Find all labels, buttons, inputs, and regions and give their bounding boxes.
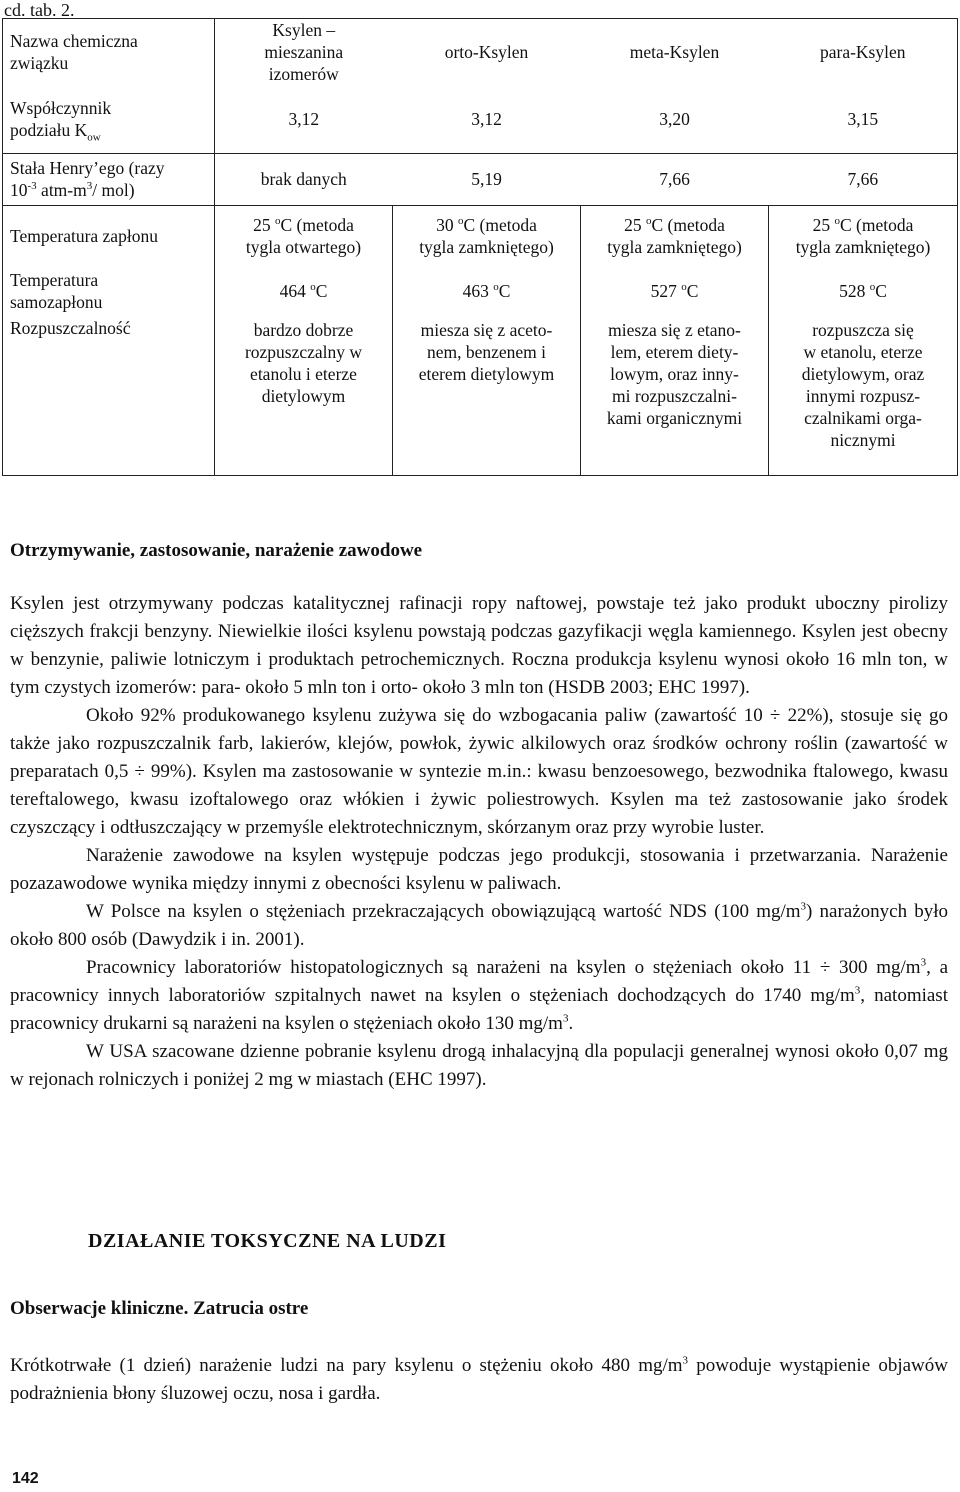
paragraph-production: Ksylen jest otrzymywany podczas katalitycznej rafinacji ropy naftowej, powstaje też jako produkt uboczny pirolizy cięższych frakcji benzyny. Niewielkie ilości ksylenu powstają podczas gazyfikacji węgla kamiennego. Ksylen jest obecny w benzynie, paliwie lotniczym i produktach petrochemicznych. Roczna produkcja ksylenu wynosi około 16 mln ton, w tym czystych izomerów: para- około 5 mln ton i orto- około 3 mln ton (HSDB 2003; EHC 1997). xyxy=(10,593,948,698)
cell-flash-para: 25 $^o$C (metoda tygla zamkniętego) xyxy=(769,205,958,266)
cell-autoign-para: 528 $^o$C xyxy=(769,266,958,315)
cell-solub-para: rozpuszcza się w etanolu, eterze dietylowym, oraz innymi rozpusz- czalnikami orga- nicznymi xyxy=(769,315,958,475)
paragraph-usa: W USA szacowane dzienne pobranie ksylenu drogą inhalacyjną dla populacji generalnej wynosi około 0,07 mg w rejonach rolniczych i poniżej 2 mg w miastach (EHC 1997). xyxy=(10,1041,948,1090)
paragraph-poland: W Polsce na ksylen o stężeniach przekraczających obowiązującą wartość NDS (100 $mg/m^3$) narażonych było około 800 osób (Dawydzik i in. 2001). xyxy=(10,900,948,950)
cell-henry-ortho: 5,19 xyxy=(393,153,581,205)
row-label-solubility: Rozpuszczalność xyxy=(3,315,215,475)
row-label-henry: Stała Henry’ego (razy $10^{-3}$ atm-$m^3/$ mol) xyxy=(3,153,215,205)
table-caption: cd. tab. 2. xyxy=(4,0,75,20)
cell-autoign-mix: 464 $^o$C xyxy=(215,266,393,315)
row-label-kow: Współczynnik podziału $K_{ow}$ xyxy=(3,85,215,153)
row-label-name: Nazwa chemiczna związku xyxy=(3,19,215,86)
paragraph-laboratories: Pracownicy laboratoriów histopatologicznych są narażeni na ksylen o stężeniach około 11 ÷ 300 $mg/m^3$, a pracownicy innych laboratoriów szpitalnych nawet na ksylen o stężeniach dochodzących do 1740 $mg/m^3$, natomiast pracownicy drukarni są narażeni na ksylen o stężeniach około 130 $mg/m^3$. xyxy=(10,956,949,1034)
cell-henry-mix: brak danych xyxy=(215,153,393,205)
cell-henry-meta: 7,66 xyxy=(581,153,769,205)
section-heading-toxicity: DZIAŁANIE TOKSYCZNE NA LUDZI xyxy=(88,1230,447,1252)
table-row-henry xyxy=(3,153,958,205)
cell-kow-para: 3,15 xyxy=(769,85,958,153)
cell-autoign-meta: 527 $^o$C xyxy=(581,266,769,315)
cell-name-meta: meta-Ksylen xyxy=(581,19,769,86)
table-row-autoignition xyxy=(3,266,958,315)
subheading-clinical: Obserwacje kliniczne. Zatrucia ostre xyxy=(10,1298,309,1319)
section-body-toxicity xyxy=(10,1352,948,1408)
cell-henry-para: 7,66 xyxy=(769,153,958,205)
cell-kow-meta: 3,20 xyxy=(659,108,690,129)
table-row-flash xyxy=(3,205,958,266)
cell-name-para: para-Ksylen xyxy=(769,19,958,86)
cell-flash-mix: 25 $^o$C (metoda tygla otwartego) xyxy=(215,205,393,266)
cell-solub-ortho: miesza się z aceto- nem, benzenem i eterem dietylowym xyxy=(393,315,581,475)
row-label-flash: Temperatura zapłonu xyxy=(3,205,215,266)
cell-flash-meta: 25 $^o$C (metoda tygla zamkniętego) xyxy=(581,205,769,266)
section-body-production xyxy=(10,590,948,1094)
page-number: 142 xyxy=(12,1470,39,1487)
paragraph-usage: Około 92% produkowanego ksylenu zużywa się do wzbogacania paliw (zawartość 10 ÷ 22%), stosuje się go także jako rozpuszczalnik farb, lakierów, klejów, powłok, żywic alkilowych oraz środków ochrony roślin (zawartość w preparatach 0,5 ÷ 99%). Ksylen ma zastosowanie w syntezie m.in.: kwasu benzoesowego, bezwodnika ftalowego, kwasu tereftalowego, kwasu izoftalowego oraz włókien i żywic poliestrowych. Ksylen ma też zastosowanie jako środek czyszczący i odtłuszczający w przemyśle elektrotechnicznym, skórzanym oraz przy wyrobie luster. xyxy=(10,705,948,838)
cell-solub-mix: bardzo dobrze rozpuszczalny w etanolu i eterze dietylowym xyxy=(215,315,393,475)
cell-kow-mix: 3,12 xyxy=(288,108,320,129)
xylene-properties-table xyxy=(2,18,958,476)
paragraph-acute-exposure: Krótkotrwałe (1 dzień) narażenie ludzi na pary ksylenu o stężeniu około 480 $mg/m^3$ powoduje wystąpienie objawów podrażnienia błony śluzowej oczu, nosa i gardła. xyxy=(10,1354,948,1404)
cell-flash-ortho: 30 $^o$C (metoda tygla zamkniętego) xyxy=(393,205,581,266)
table-row-solubility xyxy=(3,315,958,475)
cell-name-mix: Ksylen – mieszanina izomerów xyxy=(215,19,393,86)
cell-autoign-ortho: 463 $^o$C xyxy=(393,266,581,315)
section-heading-production: Otrzymywanie, zastosowanie, narażenie zawodowe xyxy=(10,540,423,561)
table-row-name xyxy=(3,19,958,86)
table-row-kow xyxy=(3,85,958,153)
cell-name-ortho: orto-Ksylen xyxy=(393,19,581,86)
paragraph-exposure: Narażenie zawodowe na ksylen występuje podczas jego produkcji, stosowania i przetwarzania. Narażenie pozazawodowe wynika między innymi z obecności ksylenu w paliwach. xyxy=(10,845,948,894)
cell-solub-meta: miesza się z etano- lem, eterem diety- lowym, oraz inny- mi rozpuszczalni- kami organicznymi xyxy=(581,315,769,475)
row-label-autoignition: Temperatura samozapłonu xyxy=(3,266,215,315)
cell-kow-ortho: 3,12 xyxy=(471,108,502,129)
